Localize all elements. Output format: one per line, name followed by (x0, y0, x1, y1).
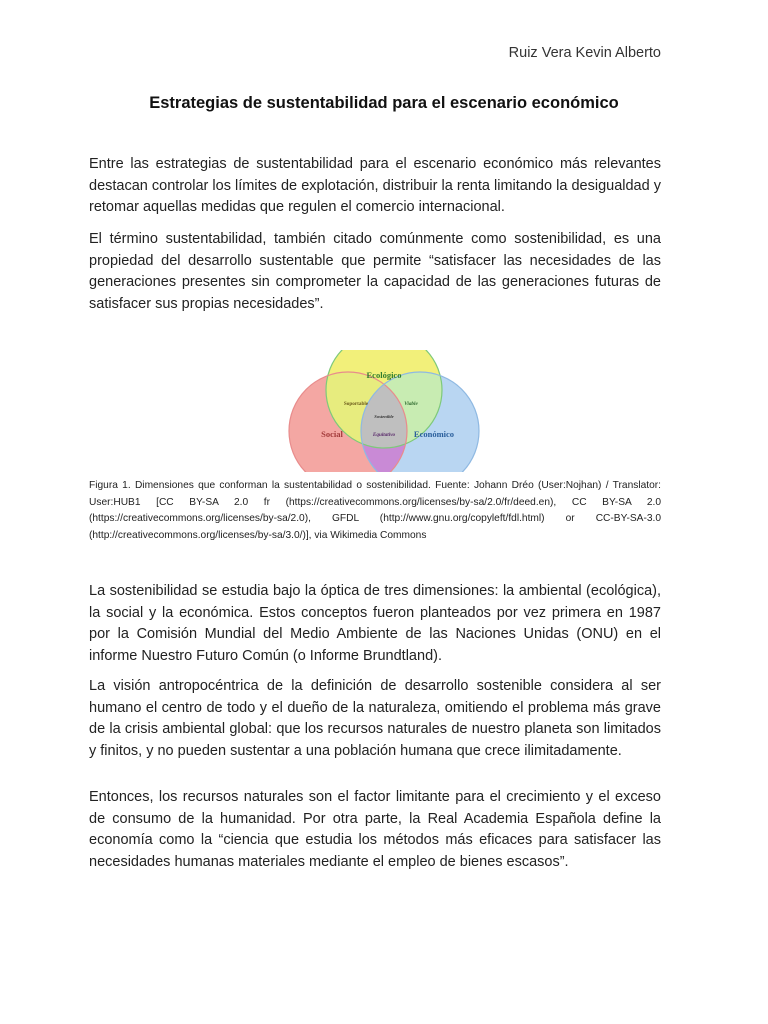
ecologico-label: Ecológico (366, 370, 402, 380)
equitativo-label: Equitativo (372, 432, 396, 438)
paragraph-1: Entre las estrategias de sustentabilidad para el escenario económico más relevantes destacan controlar los límites de explotación, distribuir la renta limitando la desigualdad y retomar aquellas medidas que regulen el comercio internacional. (89, 156, 661, 215)
venn-diagram (284, 350, 484, 472)
economico-label: Económico (413, 429, 455, 439)
social-label: Social (321, 429, 343, 439)
soportable-label: Soportable (343, 401, 369, 407)
venn-diagram-figure (284, 350, 484, 472)
figure-caption: Figura 1. Dimensiones que conforman la sustentabilidad o sostenibilidad. Fuente: Johann Dréo (User:Nojhan) / Translator: User:HUB1 [CC BY-SA 2.0 fr (https://creativecommons.org/licenses/by-sa/2.0/fr/deed.en), CC BY-SA 2.0 (https://creativecommons.org/licenses/by-sa/2.0), GFDL (http://www.gnu.org/copyleft/fdl.html) or CC-BY-SA-3.0 (http://creativecommons.org/licenses/by-sa/3.0/)], via Wikimedia Commons (89, 480, 661, 541)
paragraph-2: El término sustentabilidad, también citado comúnmente como sostenibilidad, es una propiedad del desarrollo sustentable que permite “satisfacer las necesidades de las generaciones presentes sin comprometer la capacidad de las generaciones futuras de satisfacer sus propias necesidades”. (89, 231, 661, 312)
sostenible-label: Sostenible (374, 414, 394, 419)
paragraph-5: Entonces, los recursos naturales son el factor limitante para el crecimiento y el exceso de consumo de la humanidad. Por otra parte, la Real Academia Española define la economía como la “ciencia que estudia los métodos más eficaces para satisfacer las necesidades humanas materiales mediante el empleo de bienes escasos”. (89, 789, 661, 870)
page-title: Estrategias de sustentabilidad para el escenario económico (149, 94, 619, 112)
paragraph-3: La sostenibilidad se estudia bajo la óptica de tres dimensiones: la ambiental (ecológica), la social y la económica. Estos conceptos fueron planteados por vez primera en 1987 por la Comisión Mundial del Medio Ambiente de las Naciones Unidas (ONU) en el informe Nuestro Futuro Común (o Informe Brundtland). (89, 583, 661, 664)
viable-label: Viable (404, 401, 418, 407)
paragraph-4: La visión antropocéntrica de la definición de desarrollo sostenible considera al ser humano el centro de todo y el dueño de la naturaleza, omitiendo el problema más grave de la crisis ambiental global: que los recursos naturales de nuestro planeta son limitados y finitos, y no pueden sustentar a una población humana que crece ilimitadamente. (89, 678, 661, 759)
author-name: Ruiz Vera Kevin Alberto (508, 45, 661, 61)
